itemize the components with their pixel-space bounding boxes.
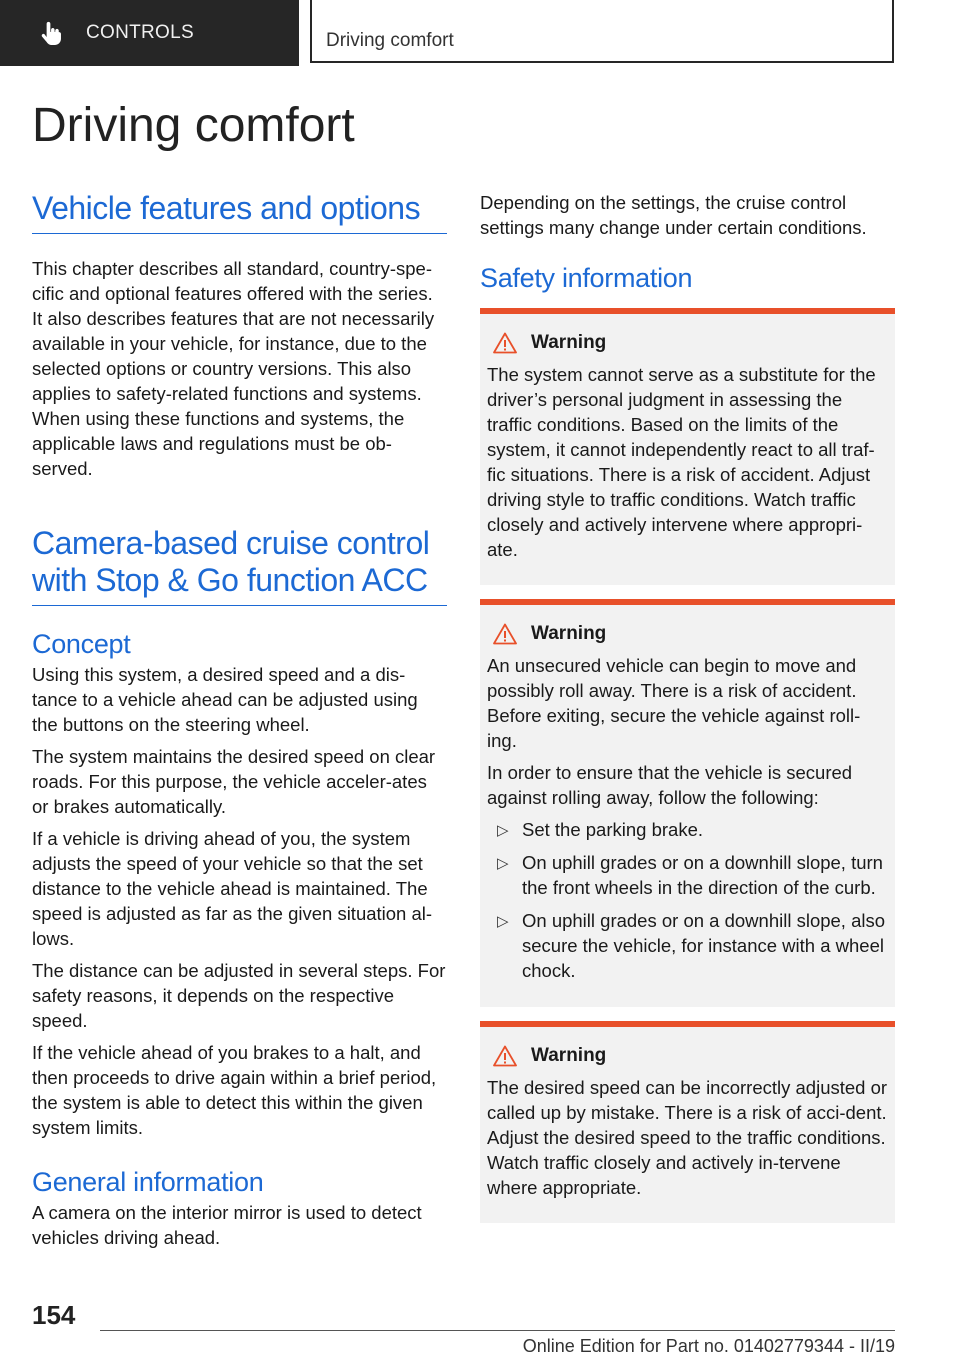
triangle-bullet-icon: ▷ <box>497 855 509 872</box>
warning-text-3: The desired speed can be incorrectly adjusted or called up by mistake. There is a risk of acci-dent. Adjust the desired speed to the traffic conditions. Watch traffic closely and actively in-tervene where appropriate. <box>487 1077 888 1198</box>
right-column <box>480 190 895 1223</box>
warning-title <box>489 1045 889 1067</box>
paragraph-features: This chapter describes all standard, country-spe-cific and optional features offered with the series. It also describes features that are not necessarily available in your vehicle, for instance, due to the selected options or country versions. This also applies to safety-related functions and systems. When using these functions and systems, the applicable laws and regulations must be ob-served. <box>32 258 435 479</box>
paragraph-concept-1: Using this system, a desired speed and a dis-tance to a vehicle ahead can be adjusted using the buttons on the steering wheel. <box>32 664 418 735</box>
chapter-label: Driving comfort <box>326 30 454 51</box>
warning-list <box>487 817 889 983</box>
warning-triangle-icon <box>493 1045 517 1067</box>
warning-box-1 <box>480 308 895 585</box>
warning-box-3 <box>480 1021 895 1223</box>
warning-label: Warning <box>531 332 607 353</box>
section-label: CONTROLS <box>86 22 194 43</box>
warning-triangle-icon <box>493 623 517 645</box>
page-title: Driving comfort <box>32 99 355 152</box>
warning-label: Warning <box>531 1045 607 1066</box>
paragraph-concept-2: The system maintains the desired speed on clear roads. For this purpose, the vehicle acceler-ates or brakes automatically. <box>32 746 436 817</box>
warning-text-2b: In order to ensure that the vehicle is secured against rolling away, follow the following: <box>487 762 853 808</box>
heading-safety-information: Safety information <box>480 263 693 293</box>
paragraph-concept-3: If a vehicle is driving ahead of you, the system adjusts the speed of your vehicle so that the set distance to the vehicle ahead is maintained. The speed is adjusted as far as the given situation al-lows. <box>32 828 433 949</box>
warning-label: Warning <box>531 623 607 644</box>
page-number: 154 <box>32 1300 76 1330</box>
warning-title <box>489 332 889 354</box>
heading-concept: Concept <box>32 629 131 659</box>
heading-cruise-control: Camera-based cruise control with Stop & Go function ACC <box>32 525 447 606</box>
paragraph-intro: Depending on the settings, the cruise control settings many change under certain conditions. <box>480 192 867 238</box>
heading-vehicle-features: Vehicle features and options <box>32 190 447 234</box>
list-item: ▷ On uphill grades or on a downhill slope, also secure the vehicle, for instance with a wheel chock. <box>497 910 886 981</box>
warning-box-2 <box>480 599 895 1007</box>
triangle-bullet-icon: ▷ <box>497 822 509 839</box>
section-tab <box>0 0 299 66</box>
warning-triangle-icon <box>493 332 517 354</box>
warning-text-1: The system cannot serve as a substitute for the driver’s personal judgment in assessing the traffic conditions. Based on the limits of the system, it cannot independently react to all traf-fic situations. There is a risk of accident. Adjust driving style to traffic conditions. Watch traffic closely and actively intervene where appropri-ate. <box>487 364 876 560</box>
list-item: ▷ Set the parking brake. <box>487 817 889 842</box>
triangle-bullet-icon: ▷ <box>497 913 509 930</box>
left-column <box>32 190 447 1257</box>
footer-divider <box>100 1330 895 1331</box>
paragraph-general: A camera on the interior mirror is used to detect vehicles driving ahead. <box>32 1202 422 1248</box>
warning-title <box>489 623 889 645</box>
hand-pointer-icon <box>38 19 66 47</box>
paragraph-concept-4: The distance can be adjusted in several steps. For safety reasons, it depends on the respective speed. <box>32 960 446 1031</box>
warning-text-2a: An unsecured vehicle can begin to move and possibly roll away. There is a risk of accident. Before exiting, secure the vehicle against roll-ing. <box>487 655 861 751</box>
chapter-header <box>310 0 894 63</box>
footer-edition: Online Edition for Part no. 01402779344 - II/19 <box>522 1336 895 1356</box>
paragraph-concept-5: If the vehicle ahead of you brakes to a halt, and then proceeds to drive again within a brief period, the system is able to detect this within the given system limits. <box>32 1042 437 1138</box>
list-item: ▷ On uphill grades or on a downhill slope, turn the front wheels in the direction of the curb. <box>497 852 883 898</box>
heading-general-information: General information <box>32 1167 264 1197</box>
